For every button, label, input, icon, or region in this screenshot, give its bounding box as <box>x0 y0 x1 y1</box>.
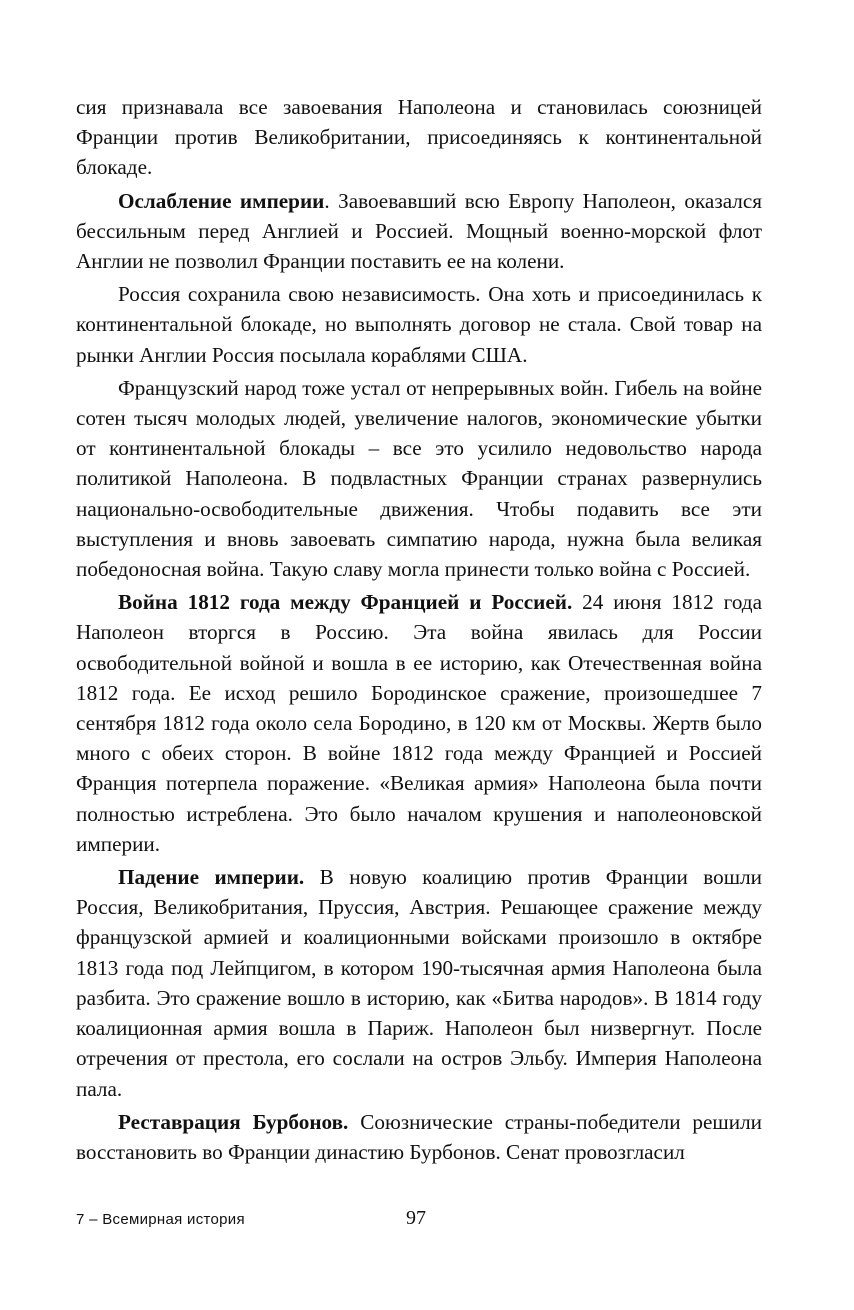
page-footer <box>76 1207 762 1237</box>
section-heading: Реставрация Бурбонов. <box>118 1109 349 1134</box>
paragraph-text: 24 июня 1812 года Наполеон вторгся в Россию. Эта война явилась для России освободительной войной и вошла в ее историю, как Отечественная война 1812 года. Ее исход решило Бородинское сражение, произошедшее 7 сентября 1812 года около села Бородино, в 120 км от Москвы. Жертв было много с обеих сторон. В войне 1812 года между Францией и Россией Франция потерпела поражение. «Великая армия» Наполеона была почти полностью истреблена. Это было началом крушения и наполеоновской империи. <box>76 590 762 856</box>
paragraph-continuation <box>76 92 762 183</box>
paragraph-text: Россия сохранила свою независимость. Она хоть и присоединилась к континентальной блокаде, но выполнять договор не стала. Свой товар на рынки Англии Россия посылала кораблями США. <box>76 282 762 367</box>
section-heading: Ослабление империи <box>118 188 325 213</box>
page-body <box>76 92 762 1170</box>
paragraph-text: . Завоевавший всю Европу Наполеон, оказался бессильным перед Англией и Россией. Мощный военно-морской флот Англии не позволил Франции поставить ее на колени. <box>76 188 763 274</box>
signature-mark: 7 – Всемирная история <box>76 1211 245 1228</box>
paragraph-russia-independence <box>76 279 762 370</box>
paragraph-bourbon-restoration <box>76 1107 762 1167</box>
paragraph-text: Французский народ тоже устал от непрерывных войн. Гибель на войне сотен тысяч молодых людей, увеличение налогов, экономические убытки от континентальной блокады – все это усилило недовольство народа политикой Наполеона. В подвластных Франции странах развернулись национально-освободительные движения. Чтобы подавить все эти выступления и вновь завоевать симпатию народа, нужна была великая победоносная война. Такую славу могла принести только война с Россией. <box>76 375 762 582</box>
paragraph-war-of-1812 <box>76 587 762 859</box>
paragraph-fall-of-empire <box>76 862 762 1104</box>
section-heading: Война 1812 года между Францией и Россией. <box>118 590 573 615</box>
paragraph-weakening-of-empire <box>76 186 762 277</box>
paragraph-text: сия признавала все завоевания Наполеона и становилась союзницей Франции против Великобритании, присоединяясь к континентальной блокаде. <box>76 95 762 180</box>
paragraph-text: Союзнические страны-победители решили восстановить во Франции династию Бурбонов. Сенат провозгласил <box>76 1109 762 1164</box>
paragraph-text: В новую коалицию против Франции вошли Россия, Великобритания, Пруссия, Австрия. Решающее сражение между французской армией и коалиционными войсками произошло в октябре 1813 года под Лейпцигом, в котором 190-тысячная армия Наполеона была разбита. Это сражение вошло в историю, как «Битва народов». В 1814 году коалиционная армия вошла в Париж. Наполеон был низвергнут. После отречения от престола, его сослали на остров Эльбу. Империя Наполеона пала. <box>76 865 762 1101</box>
page-number: 97 <box>406 1207 426 1229</box>
section-heading: Падение империи. <box>118 865 305 890</box>
paragraph-french-people <box>76 373 762 584</box>
